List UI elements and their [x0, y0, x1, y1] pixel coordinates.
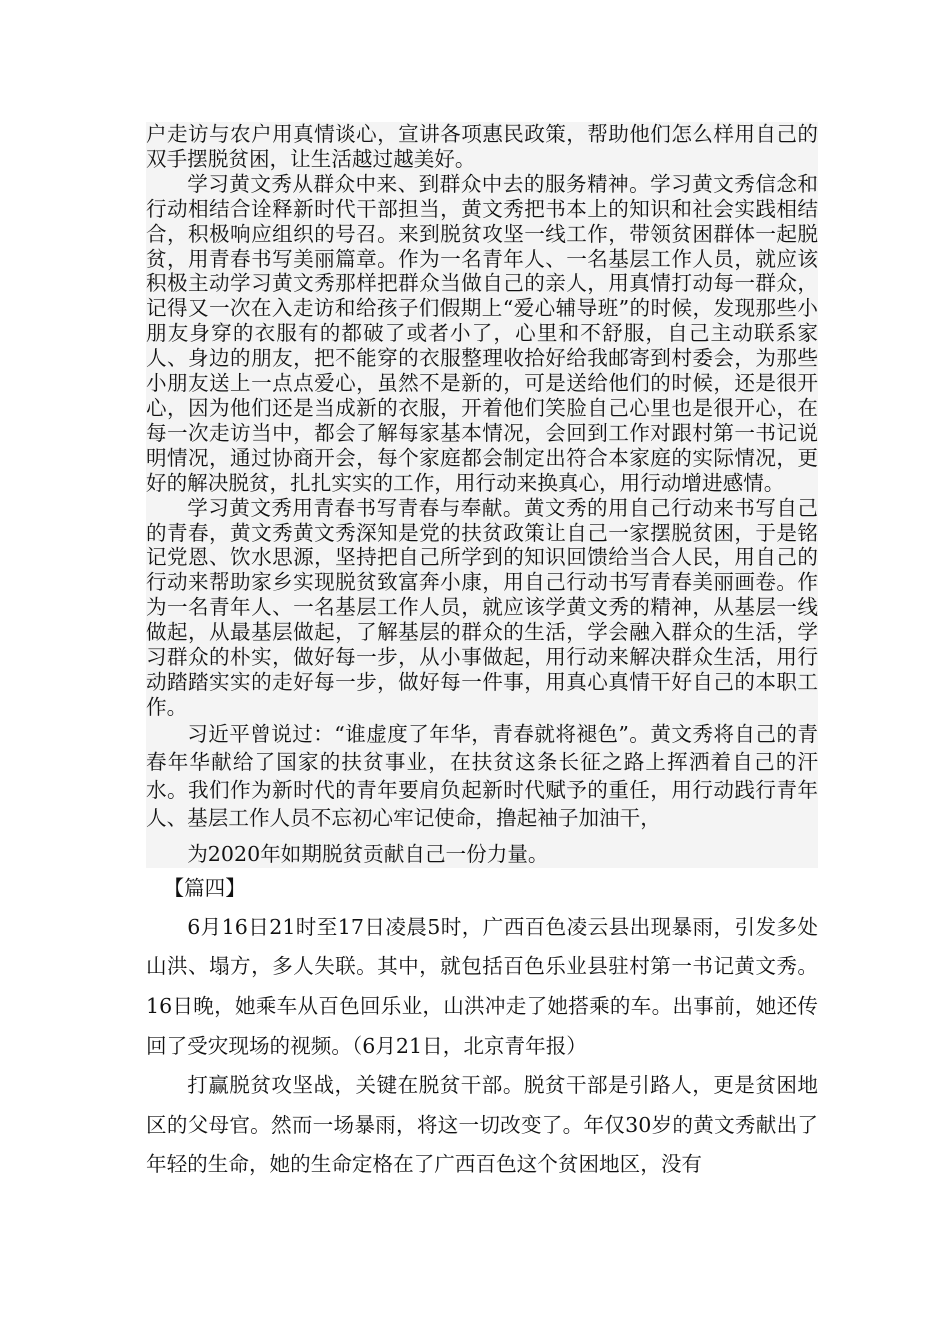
paragraph-service-spirit: 学习黄文秀从群众中来、到群众中去的服务精神。学习黄文秀信念和行动相结合诠释新时代干部担当，黄文秀把书本上的知识和社会实践相结合，积极响应组织的号召。来到脱贫攻坚一线工作，带领贫困群体一起脱贫，用青春书写美丽篇章。作为一名青年人、一名基层工作人员，就应该积极主动学习黄文秀那样把群众当做自己的亲人，用真情打动每一群众，记得又一次在入走访和给孩子们假期上“爱心辅导班”的时候，发现那些小朋友身穿的衣服有的都破了或者小了，心里和不舒服，自己主动联系家人、身边的朋友，把不能穿的衣服整理收拾好给我邮寄到村委会，为那些小朋友送上一点点爱心，虽然不是新的，可是送给他们的时候，还是很开心，因为他们还是当成新的衣服，开着他们笑脸自己心里也是很开心，在每一次走访当中，都会了解每家基本情况，会回到工作对跟村第一书记说明情况，通过协商开会，每个家庭都会制定出符合本家庭的实际情况，更好的解决脱贫，扎扎实实的工作，用行动来换真心，用行动增进感情。 — [146, 171, 818, 495]
paragraph-xi-quote-text: 习近平曾说过：“谁虚度了年华，青春就将褪色”。黄文秀将自己的青春年华献给了国家的扶贫事业，在扶贫这条长征之路上挥洒着自己的汗水。我们作为新时代的青年要肩负起新时代赋予的重任，用行动践行青年人、基层工作人员不忘初心牢记使命，撸起袖子加油干， — [146, 721, 818, 830]
paragraph-xi-quote — [146, 720, 818, 868]
loose-text-block — [146, 908, 818, 1185]
paragraph-youth-dedication: 学习黄文秀用青春书写青春与奉献。黄文秀的用自己行动来书写自己的青春，黄文秀黄文秀深知是党的扶贫政策让自己一家摆脱贫困，于是铭记党恩、饮水思源，坚持把自己所学到的知识回馈给当合人民，用自己的行动来帮助家乡实现脱贫致富奔小康，用自己行动书写青春美丽画卷。作为一名青年人、一名基层工作人员，就应该学黄文秀的精神，从基层一线做起，从最基层做起，了解基层的群众的生活，学会融入群众的生活，学习群众的朴实，做好每一步，从小事做起，用行动来解决群众生活，用行动踏踏实实的走好每一步，做好每一件事，用真心真情干好自己的本职工作。 — [146, 495, 818, 719]
paragraph-xi-quote-last-line: 为2020年如期脱贫贡献自己一份力量。 — [187, 841, 549, 866]
paragraph-poverty-cadres: 打赢脱贫攻坚战，关键在脱贫干部。脱贫干部是引路人，更是贫困地区的父母官。然而一场暴雨，将这一切改变了。年仅30岁的黄文秀献出了年轻的生命，她的生命定格在了广西百色这个贫困地区，没有 — [146, 1073, 818, 1177]
document-page — [146, 122, 818, 1185]
dense-text-block — [146, 122, 818, 868]
paragraph-continuation: 户走访与农户用真情谈心，宣讲各项惠民政策，帮助他们怎么样用自己的双手摆脱贫困，让生活越过越美好。 — [146, 122, 818, 171]
paragraph-news-report: 6月16日21时至17日凌晨5时，广西百色凌云县出现暴雨，引发多处山洪、塌方，多人失联。其中，就包括百色乐业县驻村第一书记黄文秀。16日晚，她乘车从百色回乐业，山洪冲走了她搭乘的车。出事前，她还传回了受灾现场的视频。（6月21日，北京青年报） — [146, 914, 818, 1058]
section-heading: 【篇四】 — [163, 875, 246, 900]
